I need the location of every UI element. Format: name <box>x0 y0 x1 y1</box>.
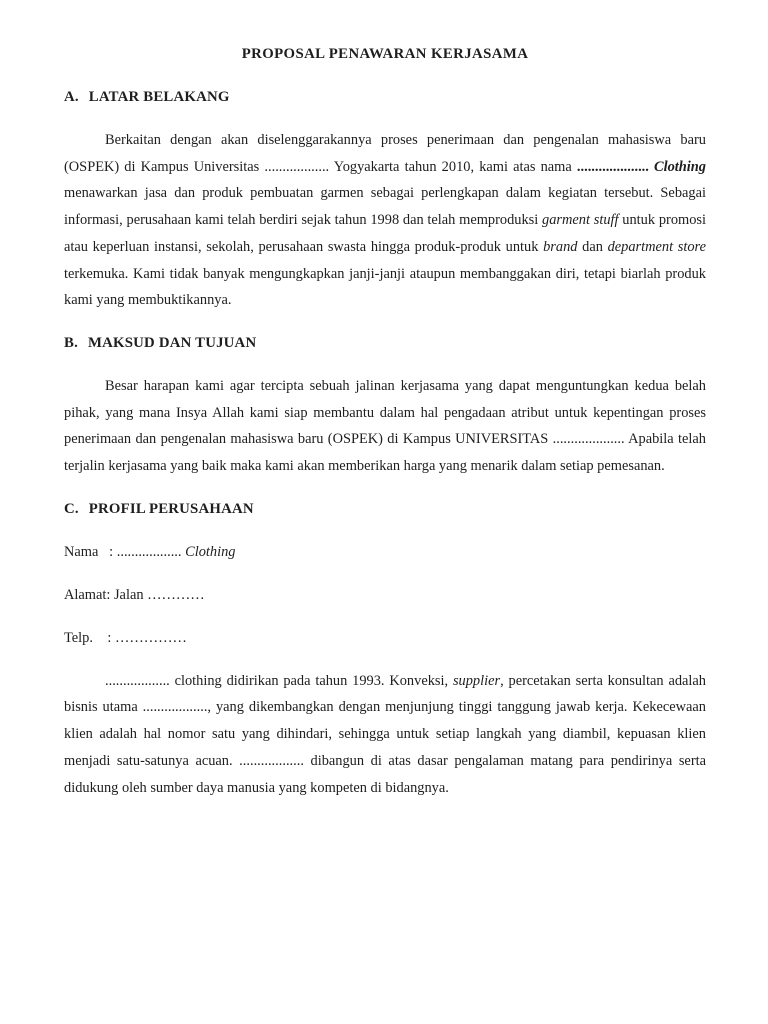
text-run: Alamat: Jalan ………… <box>64 586 205 603</box>
section-title: PROFIL PERUSAHAAN <box>88 500 254 517</box>
text-run: Berkaitan dengan akan diselenggarakannya proses penerimaan dan pengenalan mahasiswa baru (OSPEK) di Kampus Universitas .................. Yogyakarta tahun 2010, kami atas nama <box>64 132 706 175</box>
paragraph-latar-belakang <box>64 127 706 314</box>
text-run: terkemuka. Kami tidak banyak mengungkapkan janji-janji ataupun membanggakan diri, tetapi biarlah produk kami yang membuktikannya. <box>64 265 706 309</box>
text-run: Telp. : …………… <box>64 629 187 646</box>
text-run: .................. clothing didirikan pada tahun 1993. Konveksi, <box>105 672 453 689</box>
text-run: Besar harapan kami agar tercipta sebuah jalinan kerjasama yang dapat menguntungkan kedua belah pihak, yang mana Insya Allah kami siap membantu dalam hal pengadaan atribut untuk kepentingan proses penerimaan dan pengenalan mahasiswa baru (OSPEK) di Kampus UNIVERSITAS .................... Apabila telah terjalin kerjasama yang baik maka kami akan memberikan harga yang menarik dalam setiap pemesanan. <box>64 377 706 475</box>
text-run: Nama : .................. <box>64 543 186 560</box>
text-run: Clothing <box>654 158 706 175</box>
text-run: , percetakan serta konsultan adalah bisnis utama .................., yang dikembangkan dengan menjunjung tinggi tanggung jawab kerja. Kekecewaan klien adalah hal nomor satu yang dihindari, sehingga untuk setiap langkah yang diambil, kepuasan klien menjadi satu-satunya acuan. .................. dibangun di atas dasar pengalaman matang para pendirinya serta didukung oleh sumber daya manusia yang kompeten di bidangnya. <box>64 672 706 796</box>
section-letter: A. <box>64 89 79 105</box>
text-run: untuk promosi atau keperluan instansi, sekolah, perusahaan swasta hingga produk-produk untuk <box>64 212 706 255</box>
text-run: menawarkan jasa dan produk pembuatan garmen sebagai perlengkapan dalam kegiatan tersebut. Sebagai informasi, perusahaan kami telah berdiri sejak tahun 1998 dan telah memproduksi <box>64 185 706 229</box>
section-heading-latar-belakang <box>64 84 706 111</box>
text-run: brand <box>543 238 578 255</box>
page-title: PROPOSAL PENAWARAN KERJASAMA <box>241 46 529 62</box>
paragraph-profil-perusahaan <box>64 668 706 802</box>
profile-line-alamat <box>64 582 706 609</box>
profile-line-nama <box>64 539 706 566</box>
text-run: Clothing <box>185 543 236 560</box>
section-letter: C. <box>64 500 79 517</box>
section-title: MAKSUD DAN TUJUAN <box>87 334 257 351</box>
profile-line-telp <box>64 625 706 652</box>
text-run: supplier <box>452 672 501 689</box>
paragraph-maksud-dan-tujuan <box>64 373 706 480</box>
text-run: garment stuff <box>542 212 619 229</box>
section-heading-maksud-dan-tujuan <box>64 330 706 357</box>
text-run: .................... <box>576 158 649 175</box>
text-run: department store <box>607 238 707 255</box>
section-letter: B. <box>64 334 78 351</box>
text-run: dan <box>577 238 608 255</box>
section-title: LATAR BELAKANG <box>88 89 230 105</box>
section-heading-profil-perusahaan <box>64 496 706 523</box>
